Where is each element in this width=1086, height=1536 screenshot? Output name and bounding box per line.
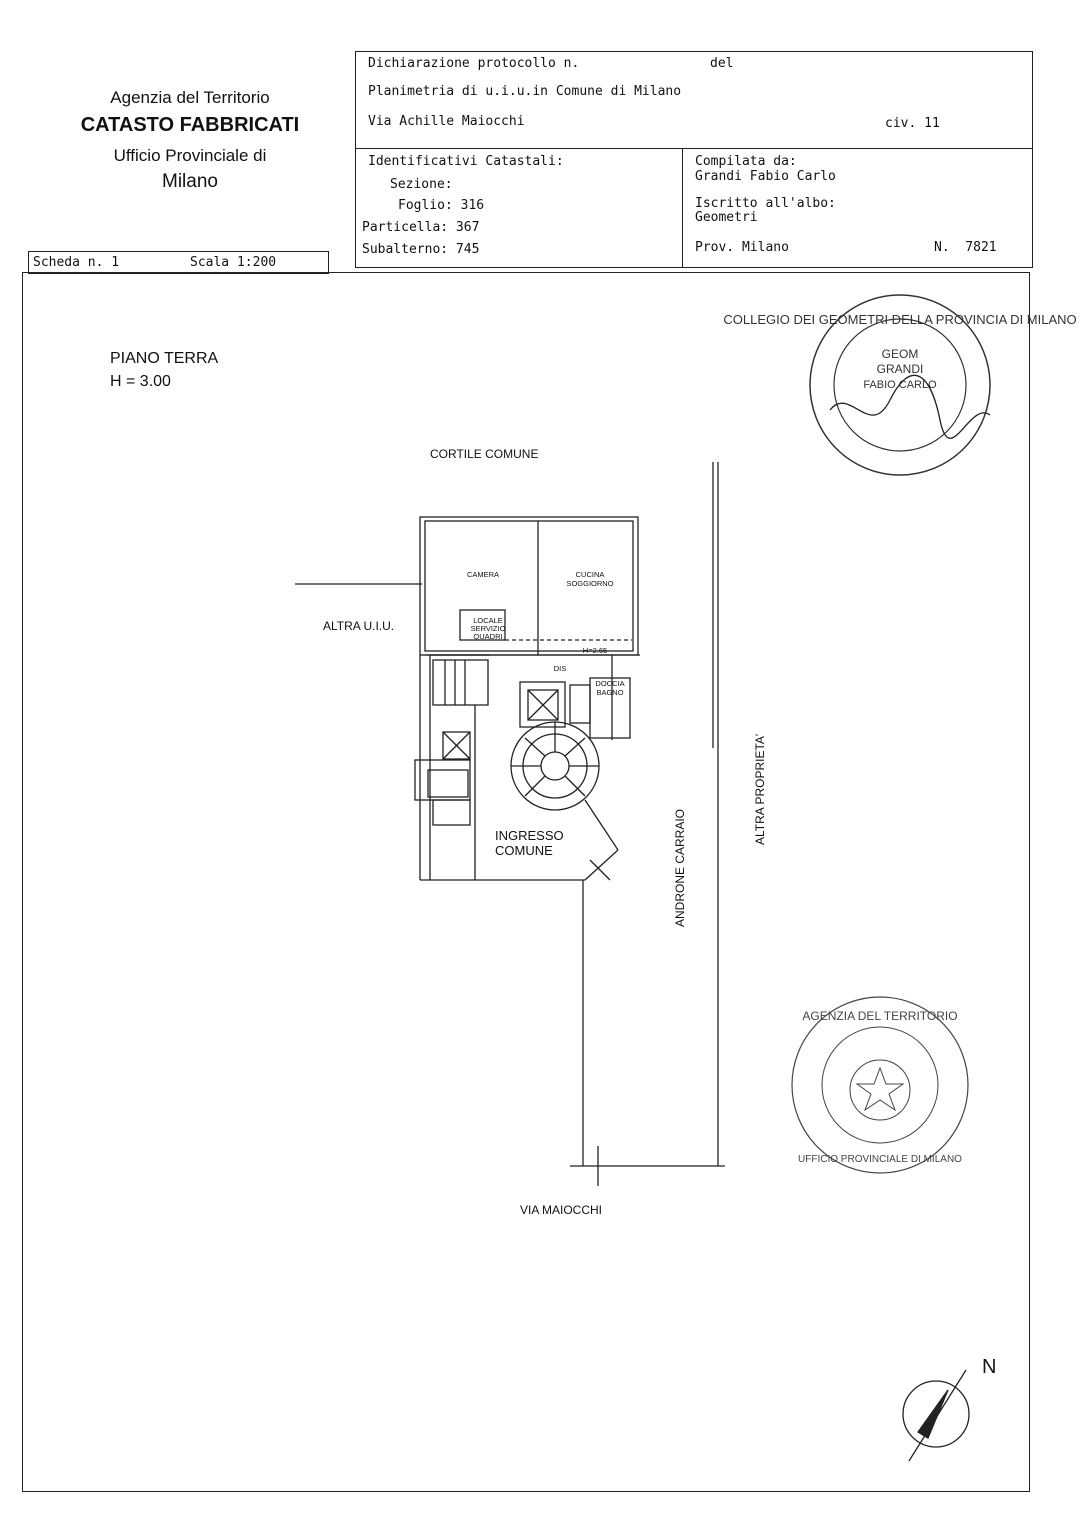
label-dis: DIS	[553, 664, 567, 673]
agency-city: Milano	[162, 171, 218, 192]
scheda-number: Scheda n. 1	[33, 255, 120, 270]
address: Via Achille Maiocchi	[368, 114, 525, 129]
agency-catasto: CATASTO FABBRICATI	[80, 114, 300, 136]
protocol-date-label: del	[710, 56, 734, 71]
emblem-star-icon	[857, 1068, 903, 1110]
protocol-label: Dichiarazione protocollo n.	[368, 56, 580, 71]
geometri-ring-text: COLLEGIO DEI GEOMETRI DELLA PROVINCIA DI MILANO	[723, 312, 1077, 327]
cadastral-foglio: Foglio: 316	[398, 198, 485, 213]
geometri-center-1: GEOM	[881, 347, 919, 361]
label-ingresso: INGRESSO	[495, 828, 564, 843]
label-h-note: H=2.65	[582, 646, 608, 655]
cadastral-title: Identificativi Catastali:	[368, 154, 564, 169]
agency-name: Agenzia del Territorio	[110, 88, 270, 107]
agenzia-sub-text: UFFICIO PROVINCIALE DI MILANO	[798, 1154, 962, 1165]
agenzia-stamp	[785, 990, 975, 1180]
geometri-center-2: GRANDI	[876, 362, 924, 376]
albo-label: Iscritto all'albo:	[695, 196, 836, 211]
agenzia-ring-text: AGENZIA DEL TERRITORIO	[802, 1009, 958, 1023]
compiler-name: Grandi Fabio Carlo	[695, 169, 836, 184]
scheda-scale: Scala 1:200	[190, 255, 277, 270]
label-camera: CAMERA	[466, 570, 500, 579]
label-doccia: DOCCIA	[595, 679, 625, 688]
label-bagno: BAGNO	[596, 688, 624, 697]
planimetria-title: Planimetria di u.i.u.in Comune di Milano	[368, 84, 682, 99]
label-altra-uiu: ALTRA U.I.U.	[323, 619, 395, 633]
agency-office: Ufficio Provinciale di	[113, 146, 267, 165]
floor-name: PIANO TERRA	[110, 350, 219, 367]
label-comune: COMUNE	[495, 843, 553, 858]
civic-number: civ. 11	[885, 116, 940, 131]
label-cortile: CORTILE COMUNE	[430, 447, 539, 461]
floor-height: H = 3.00	[110, 373, 171, 390]
label-locale: LOCALE	[473, 616, 503, 625]
compiler-province: Prov. Milano	[695, 240, 789, 255]
cadastral-particella: Particella: 367	[362, 220, 480, 235]
label-androne: ANDRONE CARRAIO	[673, 808, 687, 927]
label-servizio: SERVIZIO	[470, 624, 506, 633]
label-via: VIA MAIOCCHI	[520, 1203, 603, 1217]
north-label: N	[982, 1356, 997, 1378]
compiler-number: N. 7821	[934, 240, 997, 255]
albo-value: Geometri	[695, 210, 758, 225]
label-cucina: CUCINA	[575, 570, 605, 579]
cadastral-sezione: Sezione:	[390, 177, 453, 192]
geometri-stamp	[723, 290, 1077, 480]
compiler-label: Compilata da:	[695, 154, 797, 169]
geometri-center-3: FABIO CARLO	[863, 379, 937, 391]
label-soggiorno: SOGGIORNO	[566, 579, 614, 588]
label-quadri: QUADRI	[473, 632, 503, 641]
label-altra-proprieta: ALTRA PROPRIETA'	[753, 733, 767, 845]
cadastral-subalterno: Subalterno: 745	[362, 242, 480, 257]
